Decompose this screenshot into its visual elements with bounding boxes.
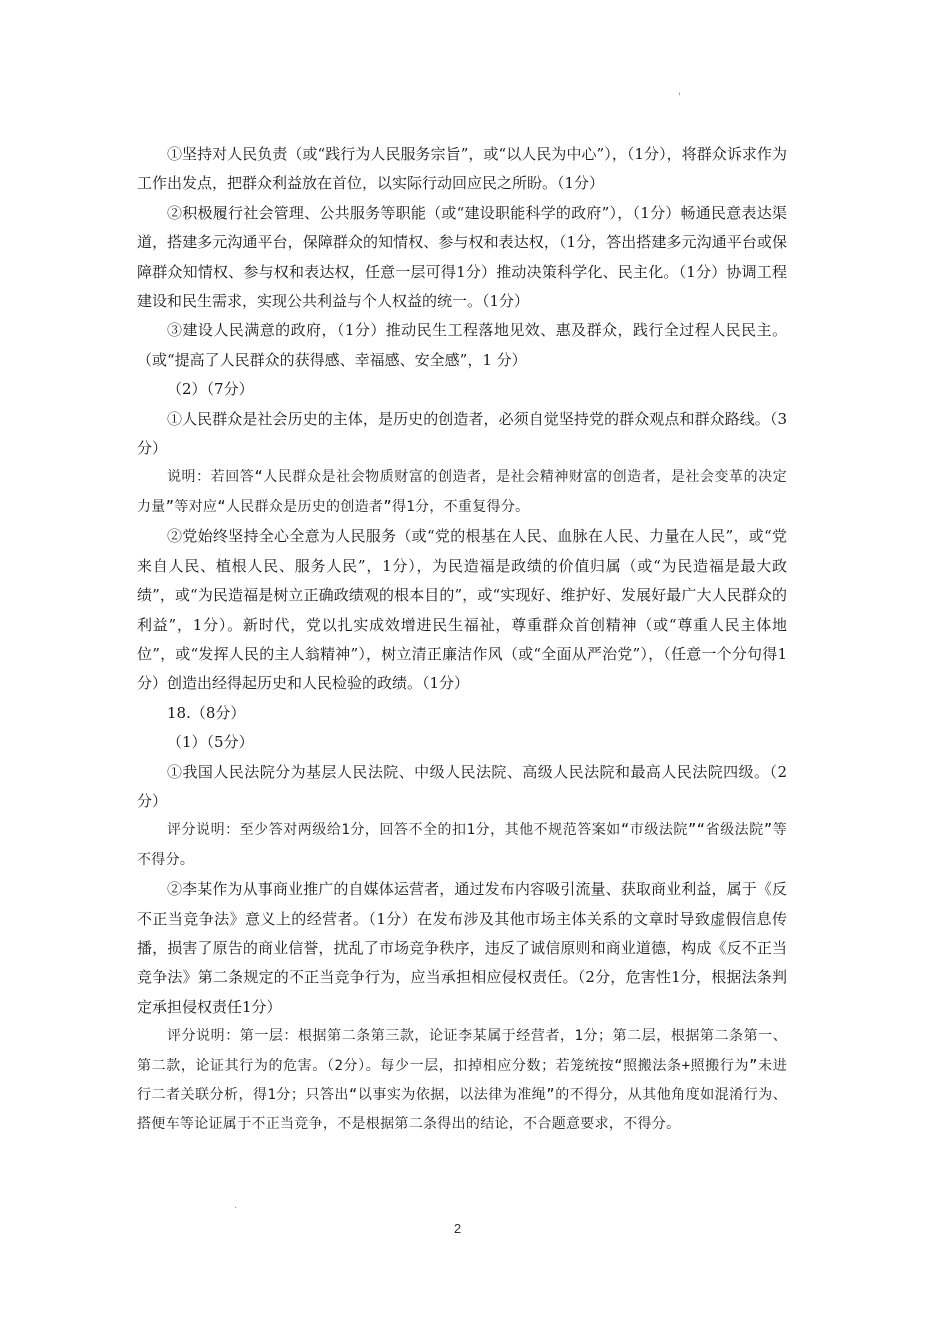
answer-paragraph-6: ①我国人民法院分为基层人民法院、中级人民法院、高级人民法院和最高人民法院四级。（2分）: [137, 762, 787, 810]
subquestion-1-heading: （1）（5分）: [167, 733, 254, 752]
answer-paragraph-3: ③建设人民满意的政府，（1分）推动民生工程落地见效、惠及群众，践行全过程人民民主。（或“提高了人民群众的获得感、幸福感、安全感”，1 分）: [137, 321, 787, 369]
scoring-note-2: 评分说明：至少答对两级给1分，回答不全的扣1分，其他不规范答案如“市级法院”“省级法院”等不得分。: [137, 822, 787, 868]
answer-paragraph-2: ②积极履行社会管理、公共服务等职能（或“建设职能科学的政府”），（1分）畅通民意表达渠道，搭建多元沟通平台，保障群众的知情权、参与权和表达权，（1分，答出搭建多元沟通平台或保障群众知情权、参与权和表达权，任意一层可得1分）推动决策科学化、民主化。（1分）协调工程建设和民生需求，实现公共利益与个人权益的统一。（1分）: [137, 203, 787, 311]
subquestion-2-heading: （2）（7分）: [167, 380, 254, 399]
answer-paragraph-7: ②李某作为从事商业推广的自媒体运营者，通过发布内容吸引流量、获取商业利益，属于《反不正当竞争法》意义上的经营者。（1分）在发布涉及其他市场主体关系的文章时导致虚假信息传播，损害了原告的商业信誉，扰乱了市场竞争秩序，违反了诚信原则和商业道德，构成《反不正当竞争法》第二条规定的不正当竞争行为，应当承担相应侵权责任。（2分，危害性1分，根据法条判定承担侵权责任1分）: [137, 880, 787, 1016]
question-18-heading: 18.（8分）: [167, 703, 246, 722]
answer-paragraph-1: ①坚持对人民负责（或“践行为人民服务宗旨”，或“以人民为中心”），（1分），将群众诉求作为工作出发点，把群众利益放在首位，以实际行动回应民之所盼。（1分）: [137, 145, 787, 193]
answer-paragraph-4: ①人民群众是社会历史的主体，是历史的创造者，必须自觉坚持党的群众观点和群众路线。（3 分）: [137, 409, 787, 458]
page-number: 2: [453, 1221, 462, 1236]
answer-paragraph-5: ②党始终坚持全心全意为人民服务（或“党的根基在人民、血脉在人民、力量在人民”，或“党来自人民、植根人民、服务人民”，1分），为民造福是政绩的价值归属（或“为民造福是最大政绩”，或“为民造福是树立正确政绩观的根本目的”，或“实现好、维护好、发展好最广大人民群众的利益”，1分）。新时代，党以扎实成效增进民生福祉，尊重群众首创精神（或“尊重人民主体地位”，或“发挥人民的主人翁精神”），树立清正廉洁作风（或“全面从严治党”），（任意一个分句得1分）创造出经得起历史和人民检验的政绩。（1分）: [137, 527, 787, 693]
bottom-artifact-mark: .: [234, 1200, 238, 1211]
answer-content: [137, 140, 787, 1140]
scoring-note-1: 说明：若回答“人民群众是社会物质财富的创造者，是社会精神财富的创造者，是社会变革的决定力量”等对应“人民群众是历史的创造者”得1分，不重复得分。: [137, 469, 787, 515]
scoring-note-3: 评分说明：第一层：根据第二条第三款，论证李某属于经营者，1分；第二层，根据第二条第一、第二款，论证其行为的危害。（2分）。每少一层，扣掉相应分数；若笼统按“照搬法条+照搬行为”未进行二者关联分析，得1分；只答出“以事实为依据，以法律为准绳”的不得分，从其他角度如混淆行为、搭便车等论证属于不正当竞争，不是根据第二条得出的结论，不合题意要求，不得分。: [137, 1028, 787, 1133]
top-artifact-mark: ': [678, 92, 681, 103]
